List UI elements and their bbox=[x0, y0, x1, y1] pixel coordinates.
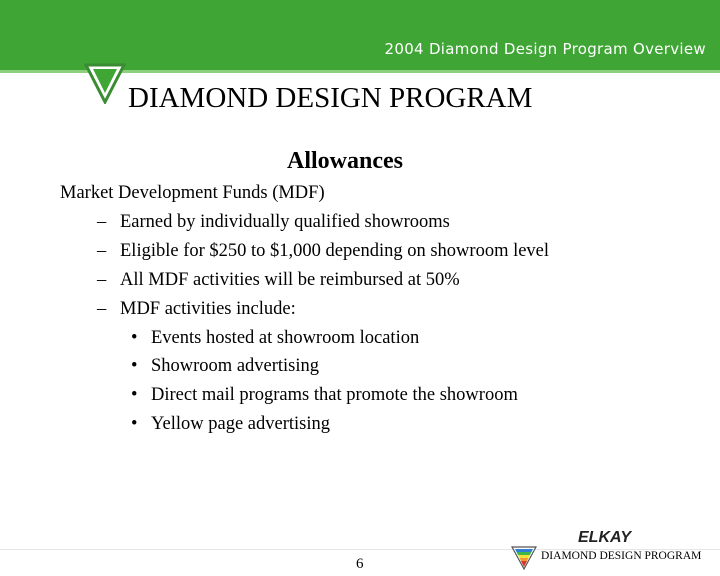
page-number: 6 bbox=[356, 556, 364, 572]
elkay-logo bbox=[578, 528, 656, 544]
dash-marker: – bbox=[97, 241, 107, 261]
list-item: MDF activities include: bbox=[120, 299, 296, 319]
bullet-marker: • bbox=[131, 356, 138, 376]
list-item: Earned by individually qualified showrooms bbox=[120, 212, 450, 232]
list-item: Eligible for $250 to $1,000 depending on showroom level bbox=[120, 241, 550, 261]
slide-title: DIAMOND DESIGN PROGRAM bbox=[128, 82, 533, 114]
bullet-marker: • bbox=[131, 385, 138, 405]
slide-subtitle: Allowances bbox=[287, 148, 403, 174]
list-item: All MDF activities will be reimbursed at 50% bbox=[120, 270, 460, 290]
sub-list-item: Events hosted at showroom location bbox=[151, 328, 420, 348]
elkay-logo-text: ELKAY bbox=[578, 529, 632, 544]
rainbow-diamond-icon bbox=[510, 543, 538, 571]
dash-marker: – bbox=[97, 299, 107, 319]
bullet-marker: • bbox=[131, 328, 138, 348]
dash-marker: – bbox=[97, 212, 107, 232]
header-band bbox=[0, 0, 720, 70]
header-title: 2004 Diamond Design Program Overview bbox=[384, 40, 706, 58]
dash-marker: – bbox=[97, 270, 107, 290]
bullet-marker: • bbox=[131, 414, 138, 434]
diamond-logo-icon bbox=[84, 62, 126, 104]
footer-label: DIAMOND DESIGN PROGRAM bbox=[541, 550, 702, 562]
sub-list-item: Direct mail programs that promote the showroom bbox=[151, 385, 518, 405]
sub-list-item: Yellow page advertising bbox=[151, 414, 330, 434]
sub-list-item: Showroom advertising bbox=[151, 356, 320, 376]
main-heading: Market Development Funds (MDF) bbox=[60, 183, 325, 203]
